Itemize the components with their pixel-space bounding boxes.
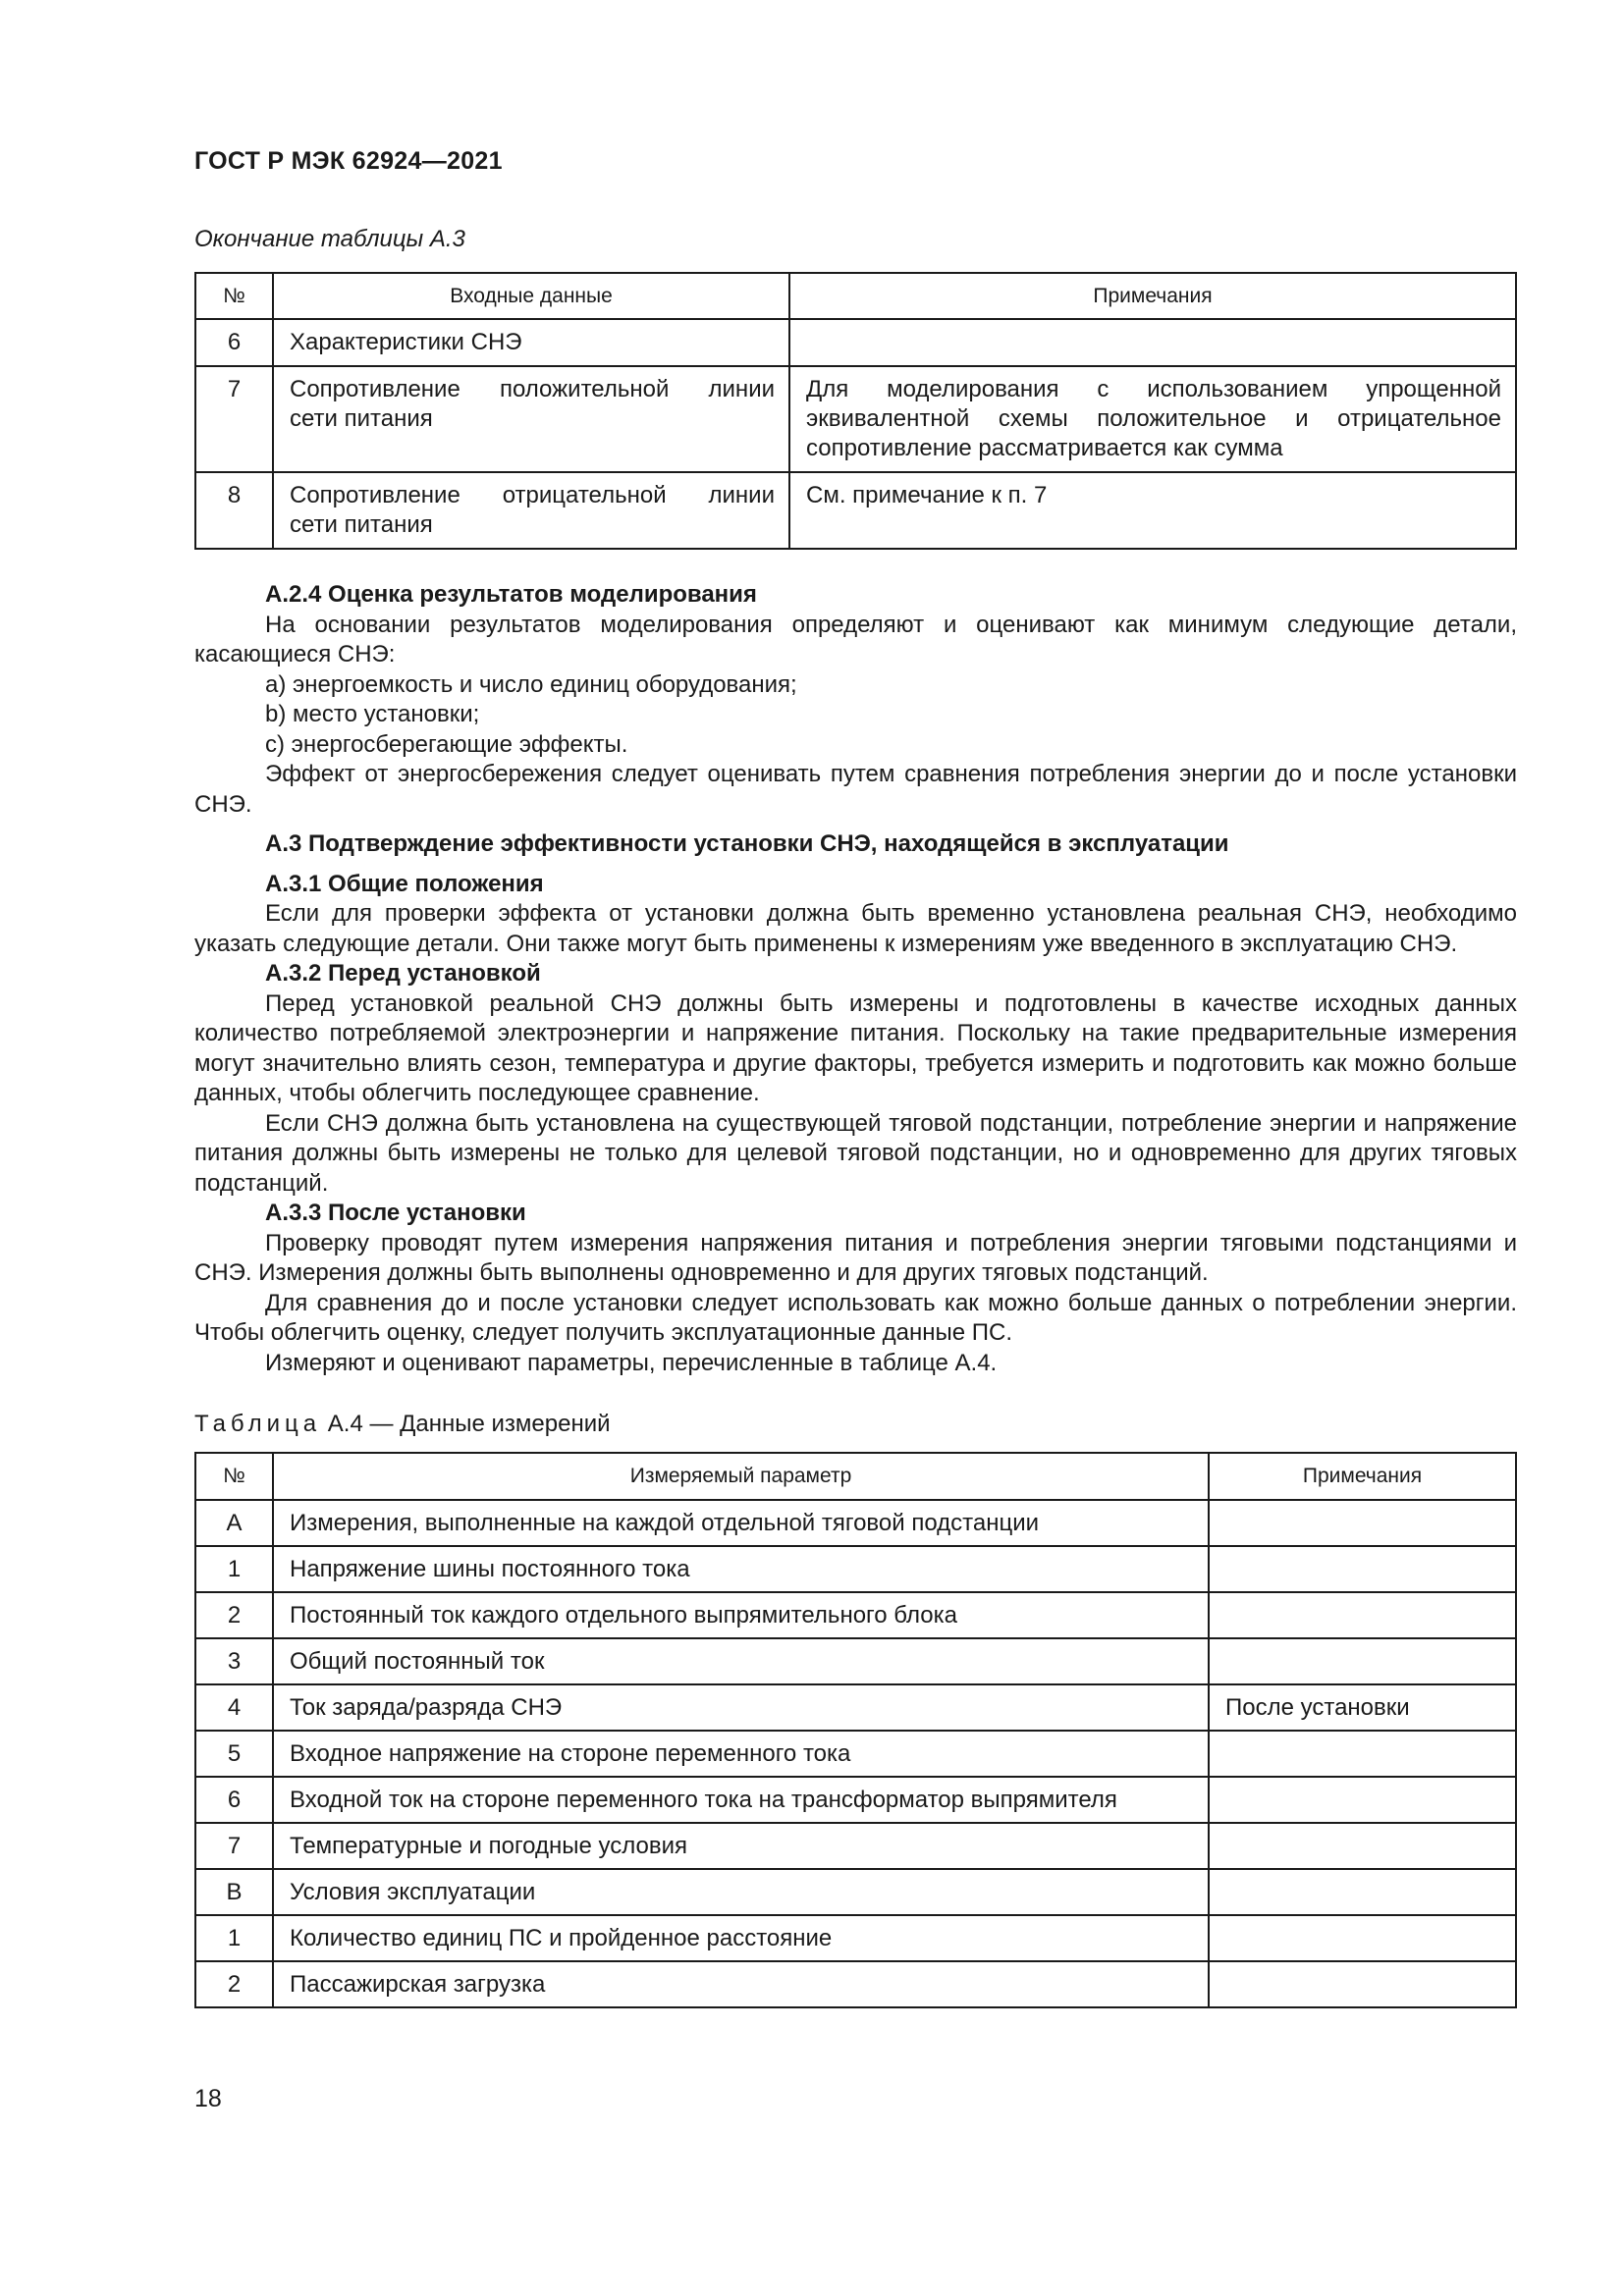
table-header-row bbox=[195, 273, 1516, 319]
row-note bbox=[1209, 1915, 1516, 1961]
section-heading-a33: А.3.3 После установки bbox=[265, 1200, 526, 1226]
row-number: 4 bbox=[195, 1684, 273, 1731]
row-number: 7 bbox=[195, 366, 273, 472]
table-row bbox=[195, 1869, 1516, 1915]
paragraph: Если для проверки эффекта от установки должна быть временно установлена реальная СНЭ, необходимо указать следующие детали. Они также могут быть применены к измерениям уже введенного в эксплуатацию СНЭ. bbox=[194, 900, 1517, 957]
row-note bbox=[1209, 1731, 1516, 1777]
row-number: B bbox=[195, 1869, 273, 1915]
row-number: 3 bbox=[195, 1638, 273, 1684]
row-parameter: Измерения, выполненные на каждой отдельной тяговой подстанции bbox=[273, 1500, 1209, 1546]
row-number: 1 bbox=[195, 1915, 273, 1961]
row-input bbox=[273, 472, 789, 549]
caption-rest: А.4 — Данные измерений bbox=[321, 1411, 611, 1437]
table-a3-caption: Окончание таблицы А.3 bbox=[194, 226, 465, 252]
row-number: 5 bbox=[195, 1731, 273, 1777]
page-number: 18 bbox=[194, 2085, 222, 2112]
row-note: После установки bbox=[1209, 1684, 1516, 1731]
paragraph: Перед установкой реальной СНЭ должны быть измерены и подготовлены в качестве исходных данных количество потребляемой электроэнергии и напряжение питания. Поскольку на такие предварительные измерения могут значительно влиять сезон, температура и другие факторы, требуется измерить и подготовить как можно больше данных, чтобы облегчить последующее сравнение. bbox=[194, 989, 1517, 1106]
row-note bbox=[789, 319, 1516, 366]
row-parameter: Температурные и погодные условия bbox=[273, 1823, 1209, 1869]
paragraph: На основании результатов моделирования определяют и оценивают как минимум следующие детали, касающиеся СНЭ: bbox=[194, 611, 1517, 667]
table-row bbox=[195, 1592, 1516, 1638]
row-number: 2 bbox=[195, 1592, 273, 1638]
table-row bbox=[195, 366, 1516, 472]
table-row bbox=[195, 1546, 1516, 1592]
row-parameter: Постоянный ток каждого отдельного выпрямительного блока bbox=[273, 1592, 1209, 1638]
row-parameter: Общий постоянный ток bbox=[273, 1638, 1209, 1684]
table-row bbox=[195, 1823, 1516, 1869]
paragraph: Измеряют и оценивают параметры, перечисленные в таблице А.4. bbox=[265, 1349, 998, 1376]
paragraph: Проверку проводят путем измерения напряжения питания и потребления энергии тяговыми подстанциями и СНЭ. Измерения должны быть выполнены одновременно и для других тяговых подстанций. bbox=[194, 1229, 1517, 1286]
row-input bbox=[273, 366, 789, 472]
row-parameter: Входное напряжение на стороне переменного тока bbox=[273, 1731, 1209, 1777]
row-number: 8 bbox=[195, 472, 273, 549]
table-row bbox=[195, 1638, 1516, 1684]
row-note bbox=[1209, 1869, 1516, 1915]
table-row bbox=[195, 1684, 1516, 1731]
row-note bbox=[1209, 1500, 1516, 1546]
table-row bbox=[195, 1777, 1516, 1823]
row-input-line: сети питания bbox=[290, 405, 433, 432]
column-header-input: Входные данные bbox=[273, 273, 789, 319]
table-row bbox=[195, 1731, 1516, 1777]
table-header-row bbox=[195, 1453, 1516, 1500]
table-a4 bbox=[194, 1452, 1517, 2008]
row-number: A bbox=[195, 1500, 273, 1546]
section-heading-a3: А.3 Подтверждение эффективности установки СНЭ, находящейся в эксплуатации bbox=[265, 830, 1229, 857]
section-heading-a32: А.3.2 Перед установкой bbox=[265, 960, 541, 987]
section-heading-a24: А.2.4 Оценка результатов моделирования bbox=[265, 581, 757, 608]
row-parameter: Входной ток на стороне переменного тока на трансформатор выпрямителя bbox=[273, 1777, 1209, 1823]
column-header-number: № bbox=[195, 1453, 273, 1500]
row-note: Для моделирования с использованием упрощенной эквивалентной схемы положительное и отрицательное сопротивление рассматривается как сумма bbox=[789, 366, 1516, 472]
row-note bbox=[1209, 1823, 1516, 1869]
row-parameter: Условия эксплуатации bbox=[273, 1869, 1209, 1915]
row-number: 6 bbox=[195, 319, 273, 366]
section-heading-a31: А.3.1 Общие положения bbox=[265, 870, 544, 897]
row-note bbox=[1209, 1777, 1516, 1823]
caption-word: Таблица bbox=[194, 1411, 322, 1437]
row-number: 1 bbox=[195, 1546, 273, 1592]
row-parameter: Количество единиц ПС и пройденное расстояние bbox=[273, 1915, 1209, 1961]
row-parameter: Напряжение шины постоянного тока bbox=[273, 1546, 1209, 1592]
row-number: 7 bbox=[195, 1823, 273, 1869]
table-row bbox=[195, 1915, 1516, 1961]
column-header-parameter: Измеряемый параметр bbox=[273, 1453, 1209, 1500]
table-row bbox=[195, 319, 1516, 366]
document-header: ГОСТ Р МЭК 62924—2021 bbox=[194, 147, 503, 175]
row-parameter: Пассажирская загрузка bbox=[273, 1961, 1209, 2007]
list-item: a) энергоемкость и число единиц оборудования; bbox=[265, 670, 797, 698]
table-row bbox=[195, 472, 1516, 549]
list-item: c) энергосберегающие эффекты. bbox=[265, 730, 628, 758]
row-input-line: Сопротивление положительной линии bbox=[290, 376, 775, 402]
column-header-number: № bbox=[195, 273, 273, 319]
table-row bbox=[195, 1961, 1516, 2007]
row-parameter: Ток заряда/разряда СНЭ bbox=[273, 1684, 1209, 1731]
row-input-line: Сопротивление отрицательной линии bbox=[290, 482, 775, 508]
row-note bbox=[1209, 1961, 1516, 2007]
row-note bbox=[1209, 1592, 1516, 1638]
column-header-notes: Примечания bbox=[789, 273, 1516, 319]
section-text bbox=[194, 580, 1517, 1378]
row-number: 6 bbox=[195, 1777, 273, 1823]
paragraph: Эффект от энергосбережения следует оценивать путем сравнения потребления энергии до и после установки СНЭ. bbox=[194, 761, 1517, 818]
row-input: Характеристики СНЭ bbox=[273, 319, 789, 366]
row-note: См. примечание к п. 7 bbox=[789, 472, 1516, 549]
paragraph: Для сравнения до и после установки следует использовать как можно больше данных о потреблении энергии. Чтобы облегчить оценку, следует получить эксплуатационные данные ПС. bbox=[194, 1289, 1517, 1346]
column-header-notes: Примечания bbox=[1209, 1453, 1516, 1500]
table-a4-caption bbox=[194, 1411, 611, 1438]
table-a3 bbox=[194, 272, 1517, 550]
row-number: 2 bbox=[195, 1961, 273, 2007]
row-note bbox=[1209, 1638, 1516, 1684]
row-note bbox=[1209, 1546, 1516, 1592]
paragraph: Если СНЭ должна быть установлена на существующей тяговой подстанции, потребление энергии и напряжение питания должны быть измерены не только для целевой тяговой подстанции, но и одновременно для других тяговых подстанций. bbox=[194, 1109, 1517, 1197]
list-item: b) место установки; bbox=[265, 701, 480, 727]
table-row bbox=[195, 1500, 1516, 1546]
row-input-line: сети питания bbox=[290, 511, 433, 538]
